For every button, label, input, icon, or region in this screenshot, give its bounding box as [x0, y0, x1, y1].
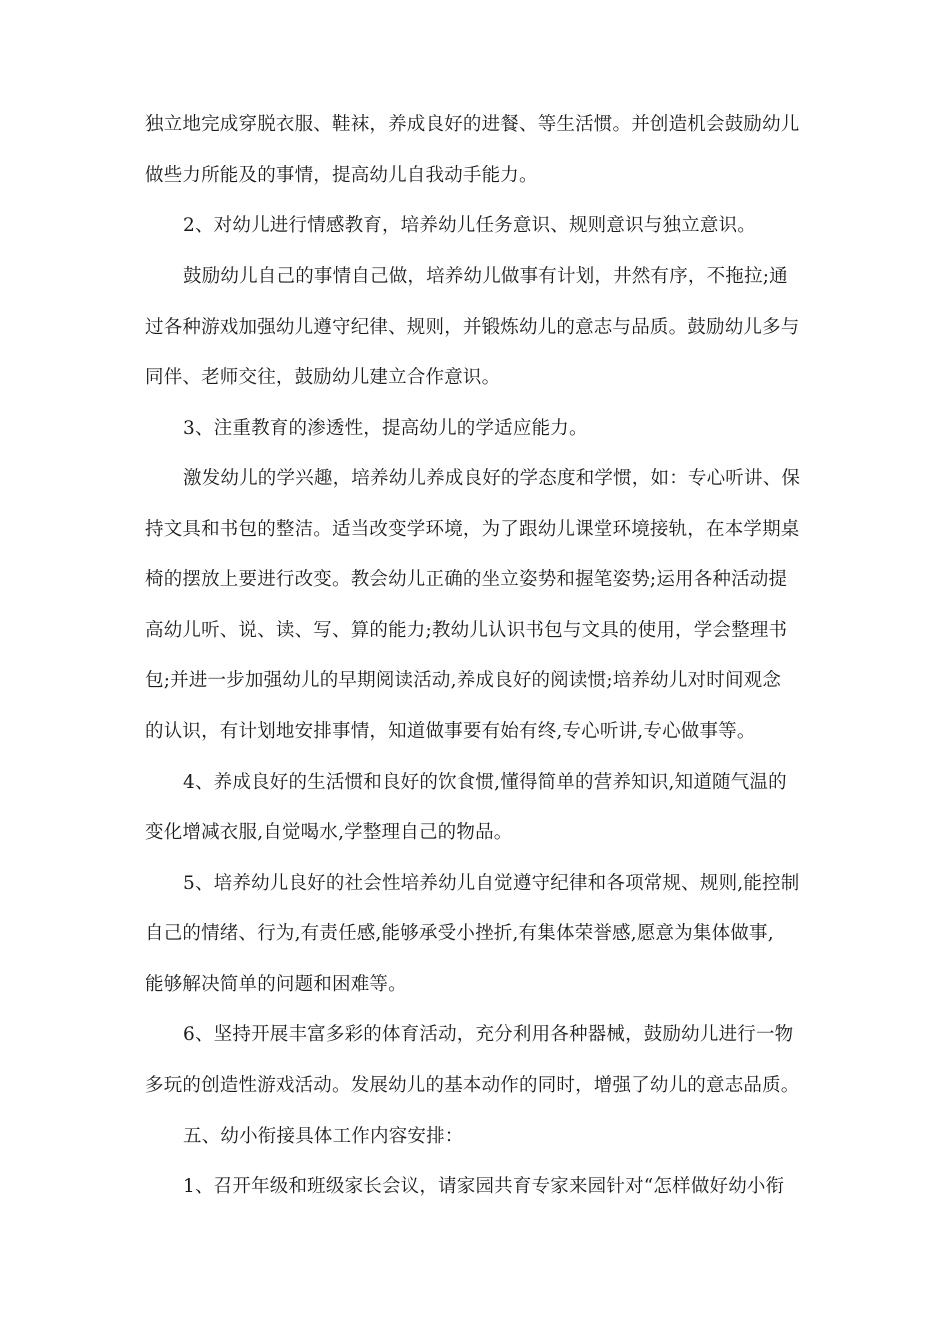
text-line: 的认识，有计划地安排事情，知道做事要有始有终,专心听讲,专心做事等。: [145, 721, 756, 742]
text-line: 能够解决简单的问题和困难等。: [145, 974, 407, 995]
text-line: 2、对幼儿进行情感教育，培养幼儿任务意识、规则意识与独立意识。: [183, 215, 756, 236]
text-line: 激发幼儿的学兴趣，培养幼儿养成良好的学态度和学惯，如：专心听讲、保: [183, 468, 801, 489]
text-line: 持文具和书包的整洁。适当改变学环境，为了跟幼儿课堂环境接轨，在本学期桌: [145, 519, 800, 540]
text-line: 椅的摆放上要进行改变。教会幼儿正确的坐立姿势和握笔姿势;运用各种活动提: [145, 569, 788, 590]
text-line: 高幼儿听、说、读、写、算的能力;教幼儿认识书包与文具的使用，学会整理书: [145, 620, 788, 641]
text-line: 4、养成良好的生活惯和良好的饮食惯,懂得简单的营养知识,知道随气温的: [183, 772, 787, 793]
text-line: 做些力所能及的事情，提高幼儿自我动手能力。: [145, 165, 538, 186]
text-line: 过各种游戏加强幼儿遵守纪律、规则，并锻炼幼儿的意志与品质。鼓励幼儿多与: [145, 317, 800, 338]
text-line: 多玩的创造性游戏活动。发展幼儿的基本动作的同时，增强了幼儿的意志品质。: [145, 1075, 800, 1096]
text-line: 1、召开年级和班级家长会议，请家园共育专家来园针对“怎样做好幼小衔: [183, 1176, 785, 1197]
text-line: 6、坚持开展丰富多彩的体育活动，充分利用各种器械，鼓励幼儿进行一物: [183, 1024, 794, 1045]
text-line: 鼓励幼儿自己的事情自己做，培养幼儿做事有计划，井然有序，不拖拉;通: [183, 266, 788, 287]
text-line: 同伴、老师交往，鼓励幼儿建立合作意识。: [145, 367, 501, 388]
text-line: 3、注重教育的渗透性，提高幼儿的学适应能力。: [183, 418, 588, 439]
text-line: 包;并进一步加强幼儿的早期阅读活动,养成良好的阅读惯;培养幼儿对时间观念: [145, 670, 782, 691]
text-line: 自己的情绪、行为,有责任感,能够承受小挫折,有集体荣誉感,愿意为集体做事,: [145, 923, 774, 944]
section-title: 五、幼小衔接具体工作内容安排：: [183, 1126, 464, 1147]
text-line: 变化增减衣服,自觉喝水,学整理自己的物品。: [145, 822, 513, 843]
text-line: 5、培养幼儿良好的社会性培养幼儿自觉遵守纪律和各项常规、规则,能控制: [183, 873, 800, 894]
text-line: 独立地完成穿脱衣服、鞋袜，养成良好的进餐、等生活惯。并创造机会鼓励幼儿: [145, 114, 800, 135]
